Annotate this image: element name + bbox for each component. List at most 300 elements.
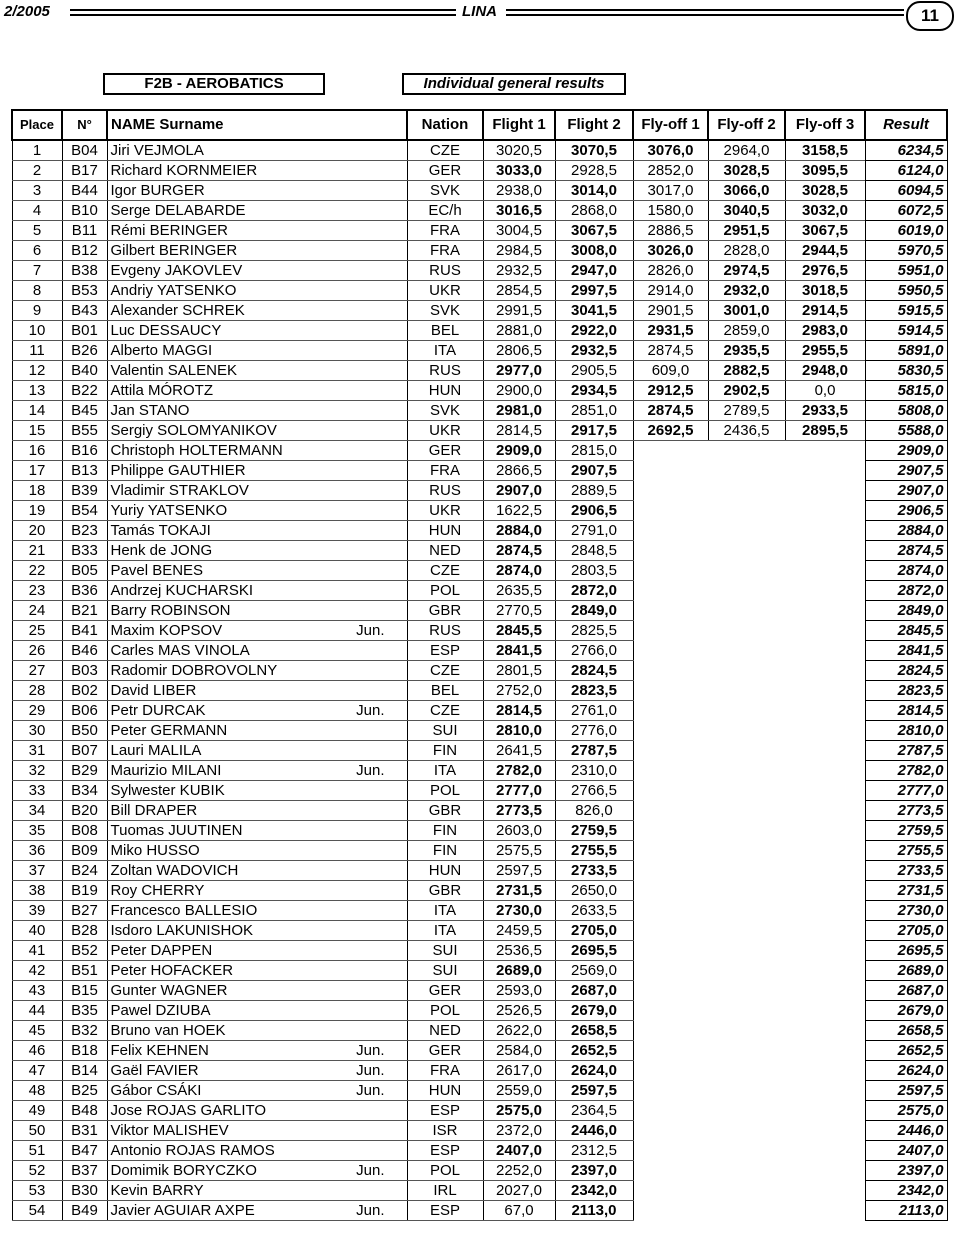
cell-place: 26 [12,641,62,661]
cell-name [107,140,407,161]
cell-number: B30 [62,1181,107,1201]
table-row [12,521,865,541]
competitor-name: Carles MAS VINOLA [110,642,250,659]
competitor-name: Henk de JONG [110,542,213,559]
cell-flyoff2 [708,721,785,741]
cell-flight1: 2536,5 [483,941,555,961]
cell-place: 6 [12,241,62,261]
cell-nation: FIN [407,741,483,761]
cell-flyoff2 [708,1121,785,1141]
cell-nation: HUN [407,381,483,401]
cell-number: B51 [62,961,107,981]
cell-flight1: 2884,0 [483,521,555,541]
table-row [12,641,865,661]
cell-nation: HUN [407,1081,483,1101]
cell-result: 5808,0 [865,401,947,421]
cell-result: 2705,0 [865,921,947,941]
competitor-name: Valentin SALENEK [110,362,237,379]
result-row [865,701,947,721]
cell-nation: ITA [407,341,483,361]
cell-result: 2342,0 [865,1181,947,1201]
table-row [12,401,865,421]
cell-flight2: 2848,5 [555,541,633,561]
competitor-name: Luc DESSAUCY [110,322,222,339]
cell-flyoff2 [708,761,785,781]
table-row [12,661,865,681]
competitor-name: Jiri VEJMOLA [110,142,204,159]
cell-result: 5915,5 [865,301,947,321]
cell-name [107,621,407,641]
competitor-name: Petr DURCAK [110,702,206,719]
cell-flyoff1: 2874,5 [633,401,708,421]
cell-flight1: 2027,0 [483,1181,555,1201]
junior-marker: Jun. [356,1062,385,1079]
cell-flyoff3 [785,1001,865,1021]
result-row [865,140,947,161]
competitor-name: Yuriy YATSENKO [110,502,228,519]
page-number: 11 [906,1,954,31]
cell-place: 3 [12,181,62,201]
cell-flight1: 2575,0 [483,1101,555,1121]
cell-flyoff1 [633,1121,708,1141]
cell-flight2: 3041,5 [555,301,633,321]
cell-nation: SUI [407,961,483,981]
cell-nation: CZE [407,561,483,581]
competitor-name: Tuomas JUUTINEN [110,822,243,839]
cell-number: B44 [62,181,107,201]
cell-name [107,1001,407,1021]
result-row [865,1001,947,1021]
cell-name [107,1061,407,1081]
cell-name [107,821,407,841]
cell-flyoff1 [633,721,708,741]
cell-flyoff2 [708,841,785,861]
cell-flyoff2 [708,641,785,661]
cell-flight1: 2874,5 [483,541,555,561]
cell-flyoff3: 3067,5 [785,221,865,241]
cell-flight1: 2881,0 [483,321,555,341]
col-nation: Nation [407,110,483,140]
cell-flyoff2 [708,701,785,721]
competitor-name: Peter GERMANN [110,722,228,739]
cell-flight2: 3014,0 [555,181,633,201]
cell-place: 54 [12,1201,62,1221]
cell-number: B16 [62,441,107,461]
cell-place: 10 [12,321,62,341]
cell-place: 1 [12,140,62,161]
cell-flyoff1 [633,841,708,861]
cell-flight1: 2597,5 [483,861,555,881]
cell-flyoff1: 2901,5 [633,301,708,321]
cell-result: 2907,5 [865,461,947,481]
cell-nation: RUS [407,261,483,281]
cell-flyoff1 [633,1061,708,1081]
competitor-name: Andrzej KUCHARSKI [110,582,254,599]
cell-flyoff3: 2933,5 [785,401,865,421]
result-row [865,821,947,841]
cell-result: 2782,0 [865,761,947,781]
cell-flyoff1: 2874,5 [633,341,708,361]
cell-flyoff2: 3066,0 [708,181,785,201]
cell-flyoff2 [708,1141,785,1161]
cell-result: 2814,5 [865,701,947,721]
result-row [865,1021,947,1041]
competitor-name: Roy CHERRY [110,882,205,899]
cell-number: B37 [62,1161,107,1181]
cell-place: 40 [12,921,62,941]
cell-number: B54 [62,501,107,521]
table-row [12,261,865,281]
table-row [12,501,865,521]
cell-flyoff1 [633,921,708,941]
cell-flight1: 2932,5 [483,261,555,281]
cell-flyoff3 [785,761,865,781]
result-row [865,521,947,541]
cell-flyoff2 [708,1041,785,1061]
cell-flyoff2 [708,541,785,561]
cell-flight1: 2752,0 [483,681,555,701]
cell-number: B08 [62,821,107,841]
cell-flyoff2: 2935,5 [708,341,785,361]
competitor-name: Richard KORNMEIER [110,162,258,179]
cell-flyoff2 [708,921,785,941]
cell-result: 2907,0 [865,481,947,501]
result-row [865,641,947,661]
cell-place: 52 [12,1161,62,1181]
cell-flight2: 2755,5 [555,841,633,861]
competitor-name: Gilbert BERINGER [110,242,238,259]
result-row [865,781,947,801]
cell-place: 11 [12,341,62,361]
cell-number: B36 [62,581,107,601]
competitor-name: David LIBER [110,682,197,699]
cell-place: 23 [12,581,62,601]
cell-result: 5815,0 [865,381,947,401]
cell-nation: HUN [407,861,483,881]
table-row [12,341,865,361]
cell-flight2: 2597,5 [555,1081,633,1101]
table-row [12,461,865,481]
result-row [865,241,947,261]
cell-flyoff1 [633,461,708,481]
cell-flyoff1 [633,1041,708,1061]
cell-flyoff1 [633,1081,708,1101]
cell-place: 53 [12,1181,62,1201]
cell-result: 2679,0 [865,1001,947,1021]
cell-name [107,861,407,881]
cell-flyoff3 [785,981,865,1001]
cell-place: 50 [12,1121,62,1141]
cell-number: B01 [62,321,107,341]
cell-flight2: 2759,5 [555,821,633,841]
col-name: NAME Surname [107,110,407,140]
cell-flight1: 2622,0 [483,1021,555,1041]
result-row [865,1181,947,1201]
cell-number: B28 [62,921,107,941]
competitor-name: Barry ROBINSON [110,602,231,619]
cell-nation: NED [407,1021,483,1041]
cell-number: B38 [62,261,107,281]
cell-flyoff3 [785,621,865,641]
cell-flyoff2 [708,901,785,921]
result-row [865,861,947,881]
cell-result: 5891,0 [865,341,947,361]
cell-number: B31 [62,1121,107,1141]
cell-name [107,741,407,761]
cell-flyoff3 [785,1181,865,1201]
cell-number: B13 [62,461,107,481]
cell-flight1: 2770,5 [483,601,555,621]
competitor-name: Maurizio MILANI [110,762,222,779]
cell-flight1: 2575,5 [483,841,555,861]
cell-flight2: 2815,0 [555,441,633,461]
competitor-name: Pavel BENES [110,562,204,579]
cell-number: B02 [62,681,107,701]
cell-flight1: 2526,5 [483,1001,555,1021]
cell-nation: ITA [407,921,483,941]
cell-name [107,721,407,741]
cell-flight2: 2922,0 [555,321,633,341]
cell-nation: ITA [407,901,483,921]
cell-flight1: 67,0 [483,1201,555,1221]
cell-place: 7 [12,261,62,281]
table-row [12,621,865,641]
cell-nation: POL [407,1001,483,1021]
junior-marker: Jun. [356,702,385,719]
cell-number: B27 [62,901,107,921]
cell-name [107,1101,407,1121]
cell-flight2: 2310,0 [555,761,633,781]
cell-flight2: 2889,5 [555,481,633,501]
cell-name [107,901,407,921]
cell-flight2: 2569,0 [555,961,633,981]
cell-flyoff2: 2859,0 [708,321,785,341]
cell-flight2: 2849,0 [555,601,633,621]
result-row [865,281,947,301]
cell-flight1: 2977,0 [483,361,555,381]
cell-flyoff1: 1580,0 [633,201,708,221]
competitor-name: Christoph HOLTERMANN [110,442,283,459]
cell-flyoff3 [785,941,865,961]
cell-name [107,1181,407,1201]
table-row [12,801,865,821]
competitor-name: Igor BURGER [110,182,205,199]
result-row [865,661,947,681]
result-row [865,561,947,581]
cell-number: B34 [62,781,107,801]
cell-result: 2872,0 [865,581,947,601]
cell-flyoff1 [633,1101,708,1121]
cell-place: 46 [12,1041,62,1061]
cell-name [107,541,407,561]
cell-flight1: 2845,5 [483,621,555,641]
cell-flyoff1 [633,861,708,881]
cell-flight1: 2782,0 [483,761,555,781]
cell-number: B35 [62,1001,107,1021]
result-row [865,481,947,501]
cell-flyoff2: 2932,0 [708,281,785,301]
cell-place: 27 [12,661,62,681]
cell-result: 2695,5 [865,941,947,961]
cell-number: B24 [62,861,107,881]
cell-number: B55 [62,421,107,441]
cell-flight1: 3016,5 [483,201,555,221]
junior-marker: Jun. [356,622,385,639]
cell-flyoff3 [785,721,865,741]
cell-nation: SVK [407,301,483,321]
cell-number: B53 [62,281,107,301]
cell-place: 5 [12,221,62,241]
cell-place: 36 [12,841,62,861]
cell-result: 2733,5 [865,861,947,881]
cell-flyoff3 [785,601,865,621]
competitor-name: Jan STANO [110,402,190,419]
cell-number: B29 [62,761,107,781]
cell-flyoff1 [633,821,708,841]
cell-name [107,1141,407,1161]
cell-number: B45 [62,401,107,421]
cell-flyoff2 [708,961,785,981]
cell-flyoff2: 3001,0 [708,301,785,321]
cell-name [107,521,407,541]
cell-flight1: 2900,0 [483,381,555,401]
competitor-name: Vladimir STRAKLOV [110,482,249,499]
competitor-name: Evgeny JAKOVLEV [110,262,243,279]
cell-flyoff2 [708,941,785,961]
competitor-name: Bill DRAPER [110,802,198,819]
cell-number: B10 [62,201,107,221]
magazine-name: LINA [462,3,497,20]
cell-name [107,181,407,201]
cell-flight1: 3033,0 [483,161,555,181]
result-row [865,361,947,381]
cell-number: B06 [62,701,107,721]
result-row [865,581,947,601]
cell-flyoff3: 2983,0 [785,321,865,341]
cell-nation: ESP [407,1201,483,1221]
cell-flyoff3 [785,821,865,841]
cell-flight2: 2928,5 [555,161,633,181]
cell-flyoff3 [785,521,865,541]
result-row [865,1121,947,1141]
table-row [12,961,865,981]
cell-flight1: 2984,5 [483,241,555,261]
cell-place: 20 [12,521,62,541]
junior-marker: Jun. [356,1082,385,1099]
cell-number: B15 [62,981,107,1001]
cell-flyoff1: 3076,0 [633,140,708,161]
table-row [12,241,865,261]
cell-number: B50 [62,721,107,741]
cell-flyoff3 [785,461,865,481]
cell-name [107,921,407,941]
cell-flight2: 2705,0 [555,921,633,941]
table-row [12,861,865,881]
cell-flyoff3 [785,1061,865,1081]
issue-number: 2/2005 [4,3,50,20]
cell-flight1: 2584,0 [483,1041,555,1061]
cell-nation: SVK [407,181,483,201]
cell-flight2: 2825,5 [555,621,633,641]
cell-nation: FRA [407,461,483,481]
cell-nation: ITA [407,761,483,781]
table-row [12,1121,865,1141]
cell-flyoff1 [633,621,708,641]
cell-name [107,841,407,861]
cell-flyoff1: 2826,0 [633,261,708,281]
cell-result: 2810,0 [865,721,947,741]
cell-name [107,301,407,321]
table-row [12,361,865,381]
cell-flyoff1: 2914,0 [633,281,708,301]
cell-number: B12 [62,241,107,261]
cell-number: B47 [62,1141,107,1161]
cell-flyoff2: 2789,5 [708,401,785,421]
cell-flight1: 2801,5 [483,661,555,681]
cell-flight1: 2806,5 [483,341,555,361]
cell-flight2: 2624,0 [555,1061,633,1081]
result-row [865,721,947,741]
result-row [865,1201,947,1221]
cell-flight2: 2687,0 [555,981,633,1001]
competitor-name: Tamás TOKAJI [110,522,211,539]
cell-flight2: 2342,0 [555,1181,633,1201]
cell-flyoff1 [633,981,708,1001]
cell-result: 5588,0 [865,421,947,441]
cell-flyoff3: 2895,5 [785,421,865,441]
competitor-name: Javier AGUIAR AXPE [110,1202,255,1219]
cell-flyoff2 [708,501,785,521]
cell-result: 2652,5 [865,1041,947,1061]
cell-flyoff3 [785,1101,865,1121]
page-header [0,0,960,32]
cell-place: 25 [12,621,62,641]
cell-result: 2787,5 [865,741,947,761]
cell-flyoff1 [633,1141,708,1161]
cell-flyoff3 [785,1041,865,1061]
cell-number: B39 [62,481,107,501]
cell-flight2: 3008,0 [555,241,633,261]
cell-flyoff1 [633,681,708,701]
competitor-name: Alexander SCHREK [110,302,245,319]
competitor-name: Rémi BERINGER [110,222,229,239]
cell-number: B07 [62,741,107,761]
cell-name [107,1021,407,1041]
cell-name [107,941,407,961]
cell-number: B48 [62,1101,107,1121]
result-row [865,401,947,421]
cell-flight1: 2773,5 [483,801,555,821]
result-row [865,1101,947,1121]
results-table [11,109,866,1221]
cell-flight2: 2652,5 [555,1041,633,1061]
header-rule-left [70,9,456,16]
cell-flyoff1: 2886,5 [633,221,708,241]
cell-flyoff3 [785,1161,865,1181]
cell-place: 44 [12,1001,62,1021]
cell-name [107,221,407,241]
cell-result: 2824,5 [865,661,947,681]
table-row [12,981,865,1001]
competitor-name: Gunter WAGNER [110,982,228,999]
cell-nation: GBR [407,801,483,821]
cell-result: 5830,5 [865,361,947,381]
table-row [12,781,865,801]
table-row [12,741,865,761]
cell-place: 29 [12,701,62,721]
cell-flyoff2: 3040,5 [708,201,785,221]
cell-place: 2 [12,161,62,181]
